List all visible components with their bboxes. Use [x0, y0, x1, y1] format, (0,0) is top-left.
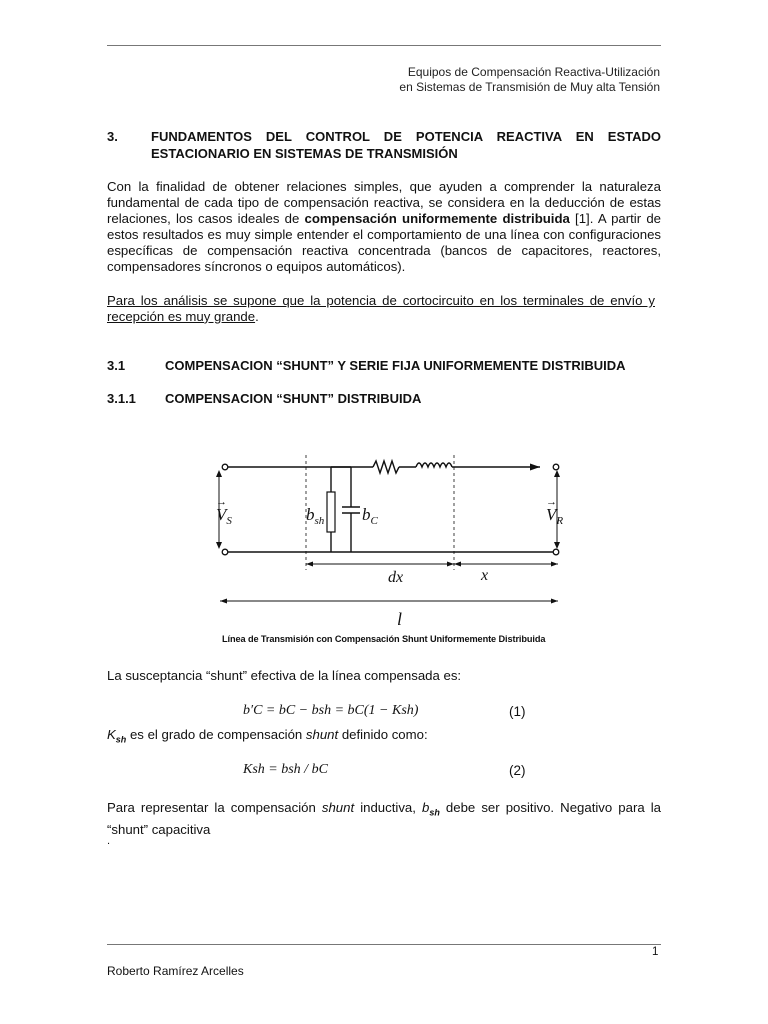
- paragraph-assumption: Para los análisis se supone que la potencia de cortocircuito en los terminales de envío y recepción es muy grande.: [107, 293, 655, 324]
- equation-1: [243, 703, 418, 719]
- stray-mark: .: [107, 835, 111, 847]
- section-3-title-line1: FUNDAMENTOS DEL CONTROL DE POTENCIA REACTIVA EN ESTADO: [151, 129, 661, 144]
- equation-2-number: (2): [509, 763, 526, 778]
- section-3-title-line2: ESTACIONARIO EN SISTEMAS DE TRANSMISIÓN: [151, 146, 458, 161]
- shunt-resistor-bsh: [327, 492, 335, 532]
- paragraph-shunt-sign: Para representar la compensación shunt inductiva, $b_{sh}$ debe ser positivo. Negativo para la “shunt” capacitiva: [107, 800, 662, 837]
- top-rule: [107, 45, 661, 46]
- bc-label: $b_C$: [362, 505, 378, 527]
- svg-text:→: →: [216, 496, 227, 508]
- footer-author: Roberto Ramírez Arcelles: [107, 964, 244, 978]
- paragraph-ksh-definition: $K_{sh}$ es el grado de compensación shunt definido como:: [107, 727, 428, 745]
- paragraph-susceptance: La susceptancia “shunt” efectiva de la línea compensada es:: [107, 668, 462, 683]
- header-line-1: Equipos de Compensación Reactiva-Utilización: [407, 65, 660, 79]
- terminal-top-right: [553, 464, 559, 470]
- circuit-diagram: [200, 445, 580, 640]
- vs-label: $V_S$: [216, 505, 232, 527]
- terminal-bottom-right: [553, 549, 559, 555]
- footer-rule: [107, 944, 661, 945]
- paragraph-intro: Con la finalidad de obtener relaciones simples, que ayuden a comprender la naturaleza fundamental de cada tipo de compensación reactiva, se considera en la deducción de estas relaciones, los casos ideales de compensación uniformemente distribuida [1]. A partir de estos resultados es muy simple entender el comportamiento de una línea con configuraciones específicas de compensación reactiva concentrada (bancos de capacitores, reactores, compensadores síncronos o equipos automáticos).: [107, 179, 661, 274]
- svg-text:→: →: [546, 496, 557, 508]
- inductor-symbol: [416, 463, 452, 467]
- equation-2-text: Ksh = bsh / bC: [243, 762, 328, 777]
- current-arrow-head: [530, 464, 540, 471]
- vr-label: $V_R$: [546, 505, 564, 527]
- section-3-1-number: 3.1: [107, 358, 126, 373]
- page-number: 1: [652, 946, 659, 958]
- section-3-1-title: COMPENSACION “SHUNT” Y SERIE FIJA UNIFORMEMENTE DISTRIBUIDA: [165, 358, 626, 373]
- running-header: [399, 65, 660, 95]
- equation-2: [243, 762, 328, 778]
- x-label: x: [481, 567, 489, 584]
- equation-1-text: b′C = bC − bsh = bC(1 − Ksh): [243, 703, 419, 718]
- l-label: l: [397, 609, 403, 629]
- dx-label: dx: [388, 569, 404, 586]
- section-3-number: 3.: [107, 129, 118, 144]
- bold-phrase: compensación uniformemente distribuida: [304, 210, 570, 226]
- section-3-1-1-title: COMPENSACION “SHUNT” DISTRIBUIDA: [165, 391, 422, 406]
- resistor-symbol: [373, 461, 399, 473]
- terminal-bottom-left: [222, 549, 228, 555]
- bsh-label: $b_{sh}$: [306, 505, 325, 527]
- figure-caption: Línea de Transmisión con Compensación Shunt Uniformemente Distribuida: [222, 634, 546, 644]
- terminal-top-left: [222, 464, 228, 470]
- section-3-1-1-number: 3.1.1: [107, 391, 136, 406]
- equation-1-number: (1): [509, 704, 526, 719]
- header-line-2: en Sistemas de Transmisión de Muy alta Tensión: [399, 80, 660, 94]
